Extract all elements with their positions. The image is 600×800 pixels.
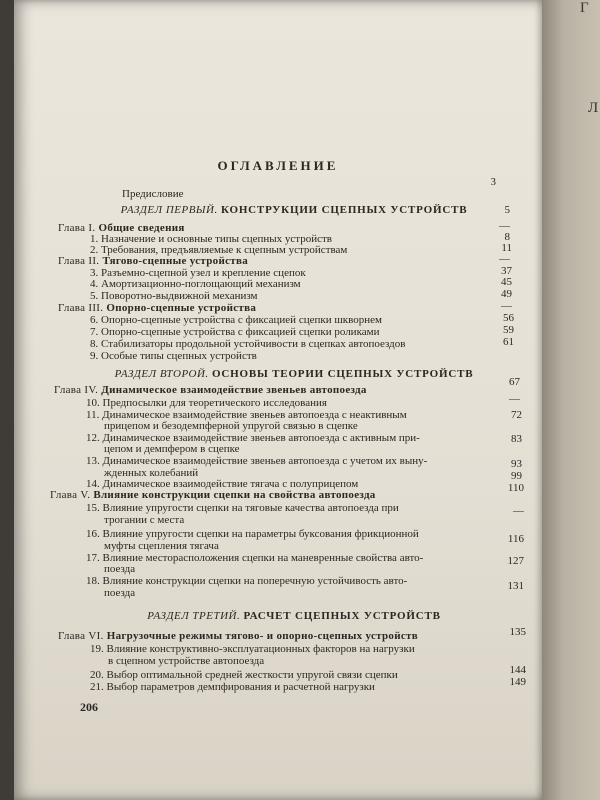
page-number: 135 <box>509 626 526 638</box>
chapter-title: Влияние конструкции сцепки на свойства автопоезда <box>93 489 376 501</box>
section-entry: 19. Влияние конструктивно-эксплуатационных факторов на нагрузки <box>90 643 415 655</box>
part-heading <box>84 610 504 622</box>
adjacent-page <box>540 0 600 800</box>
page-number: — <box>509 393 520 405</box>
part-label: РАЗДЕЛ ПЕРВЫЙ. <box>120 204 218 216</box>
adjacent-page-letter: Л <box>588 100 599 116</box>
part-label: РАЗДЕЛ ТРЕТИЙ. <box>147 610 241 622</box>
section-entry: поезда <box>104 587 136 599</box>
page-number: 149 <box>509 676 526 688</box>
section-entry: цепом и демпфером в сцепке <box>104 443 240 455</box>
page-number: 5 <box>504 204 510 216</box>
page-number: 116 <box>507 533 524 545</box>
preface-entry: Предисловие <box>122 188 184 200</box>
section-entry: в сцепном устройстве автопоезда <box>108 655 265 667</box>
section-entry: 7. Опорно-сцепные устройства с фиксацией сцепки роликами <box>90 326 380 338</box>
page-number: 72 <box>511 409 522 421</box>
chapter-title: Тягово-сцепные устройства <box>102 255 249 267</box>
page-number: — <box>513 505 524 517</box>
section-entry: 12. Динамическое взаимодействие звеньев автопоезда с активным при- <box>86 432 420 444</box>
adjacent-page-letter: Г <box>580 0 589 16</box>
chapter-title: Общие сведения <box>98 222 185 234</box>
section-entry: 9. Особые типы сцепных устройств <box>90 350 257 362</box>
chapter-title: Нагрузочные режимы тягово- и опорно-сцепных устройств <box>106 630 418 642</box>
section-entry: 13. Динамическое взаимодействие звеньев автопоезда с учетом их выну- <box>86 455 428 467</box>
section-entry: трогании с места <box>104 514 185 526</box>
section-entry: 15. Влияние упругости сцепки на тяговые качества автопоезда при <box>86 502 399 514</box>
section-entry: 18. Влияние конструкции сцепки на поперечную устойчивость авто- <box>86 575 408 587</box>
section-entry: 11. Динамическое взаимодействие звеньев автопоезда с неактивным <box>86 409 407 421</box>
part-title: КОНСТРУКЦИИ СЦЕПНЫХ УСТРОЙСТВ <box>220 204 468 216</box>
page-number: 93 <box>511 458 522 470</box>
section-entry: 2. Требования, предъявляемые к сцепным устройствам <box>90 244 348 256</box>
page-number: 83 <box>511 433 522 445</box>
page-folio: 206 <box>80 700 98 714</box>
page-number: 131 <box>507 580 524 592</box>
section-entry: 1. Назначение и основные типы сцепных устройств <box>90 233 332 245</box>
section-entry: муфты сцепления тягача <box>104 540 219 552</box>
section-entry: 6. Опорно-сцепные устройства с фиксацией сцепки шкворнем <box>90 314 382 326</box>
section-entry: 8. Стабилизаторы продольной устойчивости в сцепках автопоездов <box>90 338 406 350</box>
page-number: 56 <box>503 312 514 324</box>
chapter-title: Опорно-сцепные устройства <box>106 302 257 314</box>
section-entry: 3. Разъемно-сцепной узел и крепление сцепок <box>90 267 306 279</box>
chapter-entry <box>58 255 248 267</box>
page-number: — <box>501 300 512 312</box>
section-entry: 5. Поворотно-выдвижной механизм <box>90 290 258 302</box>
section-entry: поезда <box>104 563 136 575</box>
page-number: 127 <box>507 555 524 567</box>
page-number: 144 <box>509 664 526 676</box>
section-entry: жденных колебаний <box>104 467 199 479</box>
section-entry: 16. Влияние упругости сцепки на параметры буксования фрикционной <box>86 528 419 540</box>
section-entry: 21. Выбор параметров демпфирования и расчетной нагрузки <box>90 681 375 693</box>
page-number: 59 <box>503 324 514 336</box>
chapter-entry <box>54 384 367 396</box>
chapter-entry <box>58 302 256 314</box>
page-number: 8 <box>504 231 510 243</box>
page-number: — <box>499 253 510 265</box>
section-entry: 10. Предпосылки для теоретического исследования <box>86 397 327 409</box>
section-entry: 20. Выбор оптимальной средней жесткости упругой связи сцепки <box>90 669 398 681</box>
page-number: — <box>499 220 510 232</box>
chapter-title: Динамическое взаимодействие звеньев автопоезда <box>101 384 367 396</box>
section-entry: 17. Влияние месторасположения сцепки на маневренные свойства авто- <box>86 552 424 564</box>
page-number: 37 <box>501 265 512 277</box>
part-heading <box>84 204 504 216</box>
book-page <box>14 0 542 800</box>
part-title: РАСЧЕТ СЦЕПНЫХ УСТРОЙСТВ <box>243 610 441 622</box>
part-label: РАЗДЕЛ ВТОРОЙ. <box>114 368 209 380</box>
chapter-prefix: Глава III. <box>58 302 104 314</box>
chapter-prefix: Глава IV. <box>54 384 99 396</box>
page-number: 11 <box>501 242 512 254</box>
page-number: 99 <box>511 470 522 482</box>
chapter-prefix: Глава VI. <box>58 630 104 642</box>
page-title: ОГЛАВЛЕНИЕ <box>217 158 339 173</box>
page-number: 45 <box>501 276 512 288</box>
section-entry: 14. Динамическое взаимодействие тягача с полуприцепом <box>86 478 359 490</box>
page-number: 67 <box>509 376 520 388</box>
section-entry: 4. Амортизационно-поглощающий механизм <box>90 278 301 290</box>
chapter-prefix: Глава V. <box>50 489 91 501</box>
chapter-prefix: Глава I. <box>58 222 96 234</box>
chapter-entry <box>50 489 376 501</box>
chapter-prefix: Глава II. <box>58 255 100 267</box>
part-title: ОСНОВЫ ТЕОРИИ СЦЕПНЫХ УСТРОЙСТВ <box>211 368 474 380</box>
page-number: 49 <box>501 288 512 300</box>
chapter-entry <box>58 630 418 642</box>
page-number: 61 <box>503 336 514 348</box>
part-heading <box>84 368 504 380</box>
page-number: 3 <box>490 176 496 188</box>
page-number: 110 <box>507 482 524 494</box>
section-entry: прицепом и безодемпферной упругой связью в сцепке <box>104 420 358 432</box>
